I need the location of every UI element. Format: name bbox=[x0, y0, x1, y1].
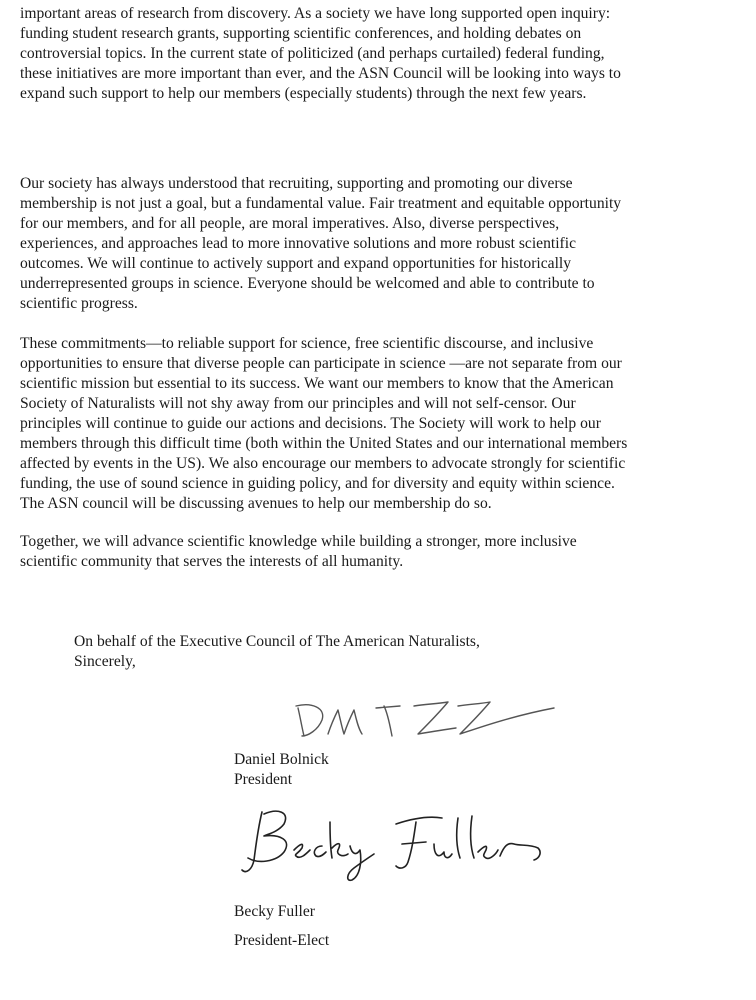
signer-block-president-elect bbox=[234, 902, 329, 951]
signature-becky-fuller bbox=[238, 804, 550, 884]
closing-block bbox=[74, 632, 674, 672]
closing-behalf-line: On behalf of the Executive Council of The American Naturalists, bbox=[74, 633, 480, 650]
closing-sincerely: Sincerely, bbox=[74, 653, 136, 670]
signer-block-president bbox=[234, 750, 329, 790]
paragraph-research-support: important areas of research from discovery. As a society we have long supported open inquiry: funding student research grants, supporting scientific conferences, and holding debates on controversial topics. In the current state of politicized (and perhaps curtailed) federal funding, these initiatives are more important than ever, and the ASN Council will be looking into ways to expand such support to help our members (especially students) through the next few years. bbox=[20, 5, 621, 102]
signature-daniel-bolnick bbox=[292, 694, 558, 744]
signer-name: Becky Fuller bbox=[234, 903, 315, 920]
paragraph-together: Together, we will advance scientific knowledge while building a stronger, more inclusive scientific community that serves the interests of all humanity. bbox=[20, 533, 577, 570]
signer-role: President-Elect bbox=[234, 932, 330, 949]
paragraph-commitments: These commitments—to reliable support for science, free scientific discourse, and inclusive opportunities to ensure that diverse people can participate in science —are not separate from our scientific mission but essential to its success. We want our members to know that the American Society of Naturalists will not shy away from our principles and will not self-censor. Our principles will continue to guide our actions and decisions. The Society will work to help our members through this difficult time (both within the United States and our international members affected by events in the US). We also encourage our members to advocate strongly for scientific funding, the use of sound science in guiding policy, and for diversity and equity within science. The ASN council will be discussing avenues to help our membership do so. bbox=[20, 335, 628, 512]
signer-name: Daniel Bolnick bbox=[234, 751, 329, 768]
signer-role: President bbox=[234, 771, 293, 788]
paragraph-diversity: Our society has always understood that recruiting, supporting and promoting our diverse membership is not just a goal, but a fundamental value. Fair treatment and equitable opportunity for our members, and for all people, are moral imperatives. Also, diverse perspectives, experiences, and approaches lead to more innovative solutions and more robust scientific outcomes. We will continue to actively support and expand opportunities for historically underrepresented groups in science. Everyone should be welcomed and able to contribute to scientific progress. bbox=[20, 175, 622, 312]
